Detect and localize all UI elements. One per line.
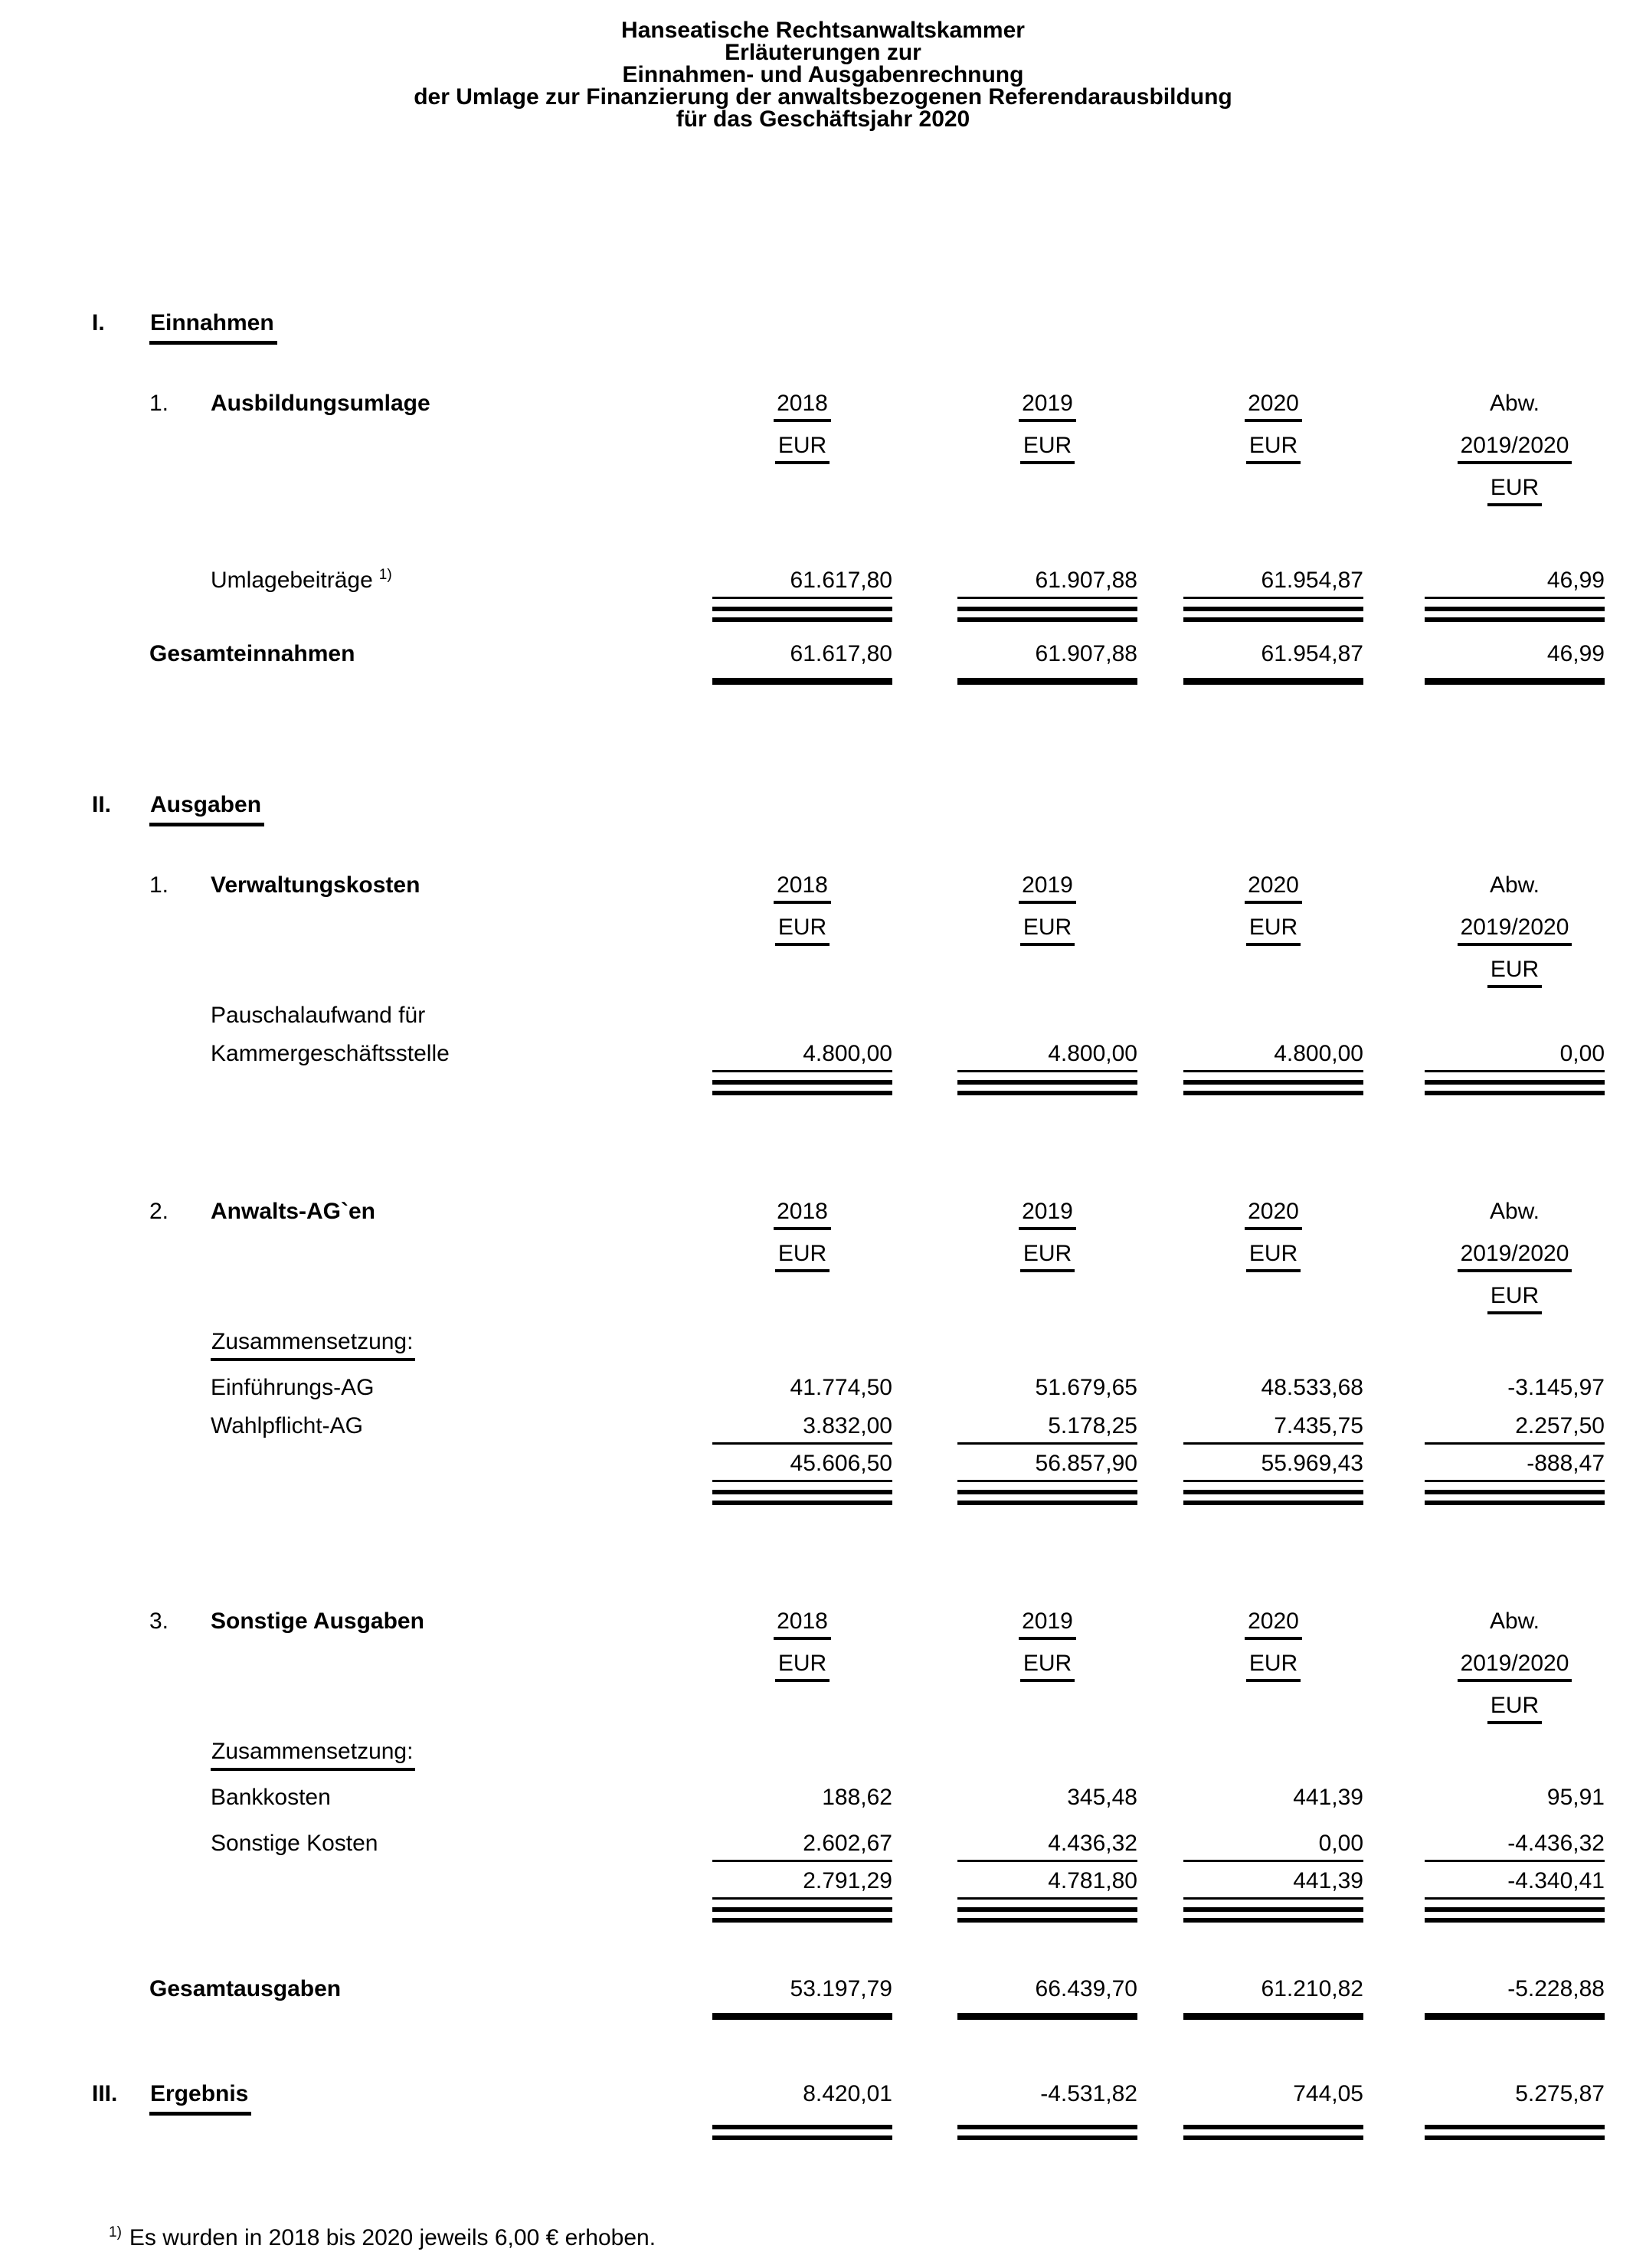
col-header-2020: 2020 [1245,391,1302,422]
row-kammergeschaeftsstelle [92,1041,1605,1072]
row-sonstige-kosten [92,1831,1605,1862]
col-header-2019: 2019 [1019,391,1076,422]
value-2020: 55.969,43 [1183,1451,1363,1482]
roman-numeral-ii: II. [92,792,112,817]
value-2019: 345,48 [1067,1785,1137,1810]
section-ergebnis [92,2081,1605,2116]
value-abw: 46,99 [1425,568,1605,599]
col-header-2018: 2018 [774,872,831,904]
heading-ergebnis: Ergebnis [149,2081,251,2116]
double-rule [92,607,1605,622]
label-einfuehrungs-ag: Einführungs-AG [211,1375,375,1400]
item-number: 2. [149,1199,169,1224]
col-header-2020: 2020 [1245,872,1302,904]
col-header-eur: EUR [1487,1693,1542,1724]
heading-einnahmen: Einnahmen [149,310,277,345]
col-header-2019: 2019 [1019,872,1076,904]
anwalts-ag-header [92,1199,1605,1325]
col-header-eur: EUR [1020,915,1075,946]
item-number: 1. [149,872,169,898]
value-2019: 61.907,88 [957,568,1137,599]
double-rule [92,1490,1605,1505]
col-header-2018: 2018 [774,391,831,422]
single-rule [92,678,1605,685]
col-header-eur: EUR [1487,1283,1542,1314]
col-header-abw: Abw. [1489,391,1540,416]
item-title-sonstige-ausgaben: Sonstige Ausgaben [211,1609,424,1634]
value-2018: 188,62 [822,1785,892,1810]
value-2019: 4.800,00 [957,1041,1137,1072]
col-header-2019: 2019 [1019,1609,1076,1640]
value-2019: 51.679,65 [1035,1375,1137,1400]
col-header-2020: 2020 [1245,1609,1302,1640]
value-2019: 5.178,25 [957,1413,1137,1445]
row-gesamteinnahmen [92,641,1605,667]
label-zusammensetzung: Zusammensetzung: [211,1739,415,1771]
title-line-4: der Umlage zur Finanzierung der anwaltsbezogenen Referendarausbildung [414,84,1232,110]
value-abw: 5.275,87 [1515,2081,1605,2106]
label-zusammensetzung: Zusammensetzung: [211,1329,415,1361]
footnote-text: Es wurden in 2018 bis 2020 jeweils 6,00 € erhoben. [129,2225,656,2250]
value-2019: 4.781,80 [957,1868,1137,1900]
value-2020: 61.954,87 [1261,641,1363,666]
verwaltungskosten-header [92,872,1605,999]
col-header-eur: EUR [1487,957,1542,988]
section-ausgaben-heading [92,792,1605,826]
row-label [149,567,712,594]
double-rule [92,1080,1605,1095]
value-abw: -3.145,97 [1507,1375,1605,1400]
value-2019: -4.531,82 [1040,2081,1137,2106]
row-anwalts-subtotal [92,1451,1605,1482]
col-header-eur: EUR [1487,475,1542,506]
value-2018: 2.602,67 [712,1831,892,1862]
title-line-5: für das Geschäftsjahr 2020 [676,106,970,132]
label-sonstige-kosten: Sonstige Kosten [211,1831,378,1856]
col-header-abw: Abw. [1489,872,1540,898]
item-title-ausbildungsumlage: Ausbildungsumlage [211,391,430,416]
col-header-eur: EUR [1246,915,1301,946]
col-header-eur: EUR [1020,1651,1075,1682]
label-umlagebeitraege: Umlagebeiträge [211,568,373,593]
col-header-eur: EUR [1246,433,1301,464]
value-abw: -4.340,41 [1425,1868,1605,1900]
col-header-eur: EUR [775,1241,830,1272]
item-number: 3. [149,1609,169,1634]
footnote [92,2224,1605,2251]
row-einfuehrungs-ag [92,1375,1605,1401]
value-abw: 2.257,50 [1425,1413,1605,1445]
col-header-2020: 2020 [1245,1199,1302,1230]
value-2019: 61.907,88 [1035,641,1137,666]
value-2019: 4.436,32 [957,1831,1137,1862]
label-pauschalaufwand: Pauschalaufwand für [211,1003,426,1028]
value-2019: 66.439,70 [1035,1976,1137,2001]
col-header-eur: EUR [1246,1651,1301,1682]
heading-ausgaben: Ausgaben [149,792,264,826]
value-abw: -4.436,32 [1425,1831,1605,1862]
value-2020: 744,05 [1293,2081,1363,2106]
title-line-2: Erläuterungen zur [725,40,921,65]
value-2018: 61.617,80 [790,641,892,666]
value-2018: 61.617,80 [712,568,892,599]
roman-numeral-iii: III. [92,2081,118,2106]
value-2018: 41.774,50 [790,1375,892,1400]
sonstige-subheading-row [92,1739,1605,1771]
label-gesamteinnahmen: Gesamteinnahmen [149,641,355,666]
value-abw: 46,99 [1546,641,1605,666]
row-gesamtausgaben [92,1976,1605,2002]
value-2020: 0,00 [1183,1831,1363,1862]
col-header-eur: EUR [1246,1241,1301,1272]
value-2020: 441,39 [1183,1868,1363,1900]
value-2018: 2.791,29 [712,1868,892,1900]
value-2018: 3.832,00 [712,1413,892,1445]
item-title-verwaltungskosten: Verwaltungskosten [211,872,420,898]
value-2018: 45.606,50 [712,1451,892,1482]
section-einnahmen-heading [92,310,1605,345]
col-header-eur: EUR [775,433,830,464]
col-header-abw: Abw. [1489,1609,1540,1634]
label-kammergeschaeftsstelle: Kammergeschäftsstelle [211,1041,450,1066]
doc-title [0,19,1646,130]
value-abw: -5.228,88 [1507,1976,1605,2001]
footnote-ref-marker: 1) [378,567,392,583]
value-abw: -888,47 [1425,1451,1605,1482]
value-2019: 56.857,90 [957,1451,1137,1482]
col-header-abw-period: 2019/2020 [1458,1651,1572,1682]
col-header-abw: Abw. [1489,1199,1540,1224]
value-2020: 7.435,75 [1183,1413,1363,1445]
row-bankkosten [92,1785,1605,1811]
row-umlagebeitraege [92,567,1605,599]
col-header-eur: EUR [1020,433,1075,464]
label-wahlpflicht-ag: Wahlpflicht-AG [211,1413,363,1438]
value-2020: 441,39 [1293,1785,1363,1810]
col-header-eur: EUR [775,915,830,946]
anwalts-subheading-row [92,1329,1605,1361]
double-rule [92,1907,1605,1923]
col-header-abw-period: 2019/2020 [1458,433,1572,464]
label-gesamtausgaben: Gesamtausgaben [149,1976,342,2001]
title-line-1: Hanseatische Rechtsanwaltskammer [621,18,1025,43]
single-rule [92,2013,1605,2020]
value-2020: 61.954,87 [1183,568,1363,599]
col-header-2018: 2018 [774,1199,831,1230]
roman-numeral-i: I. [92,310,105,335]
item-number: 1. [149,391,169,416]
row-wahlpflicht-ag [92,1413,1605,1445]
value-2018: 4.800,00 [712,1041,892,1072]
row-sonstige-subtotal [92,1868,1605,1900]
value-abw: 95,91 [1546,1785,1605,1810]
item-title-anwalts-ag: Anwalts-AG`en [211,1199,376,1224]
value-2020: 48.533,68 [1261,1375,1363,1400]
value-2020: 61.210,82 [1261,1976,1363,2001]
col-header-eur: EUR [1020,1241,1075,1272]
col-header-eur: EUR [775,1651,830,1682]
value-abw: 0,00 [1425,1041,1605,1072]
sonstige-ausgaben-header [92,1609,1605,1735]
col-header-2018: 2018 [774,1609,831,1640]
label-bankkosten: Bankkosten [211,1785,331,1810]
value-2020: 4.800,00 [1183,1041,1363,1072]
col-header-abw-period: 2019/2020 [1458,1241,1572,1272]
col-header-2019: 2019 [1019,1199,1076,1230]
einnahmen-item-header [92,391,1605,517]
row-pauschalaufwand-line1 [92,1003,1605,1029]
value-2018: 53.197,79 [790,1976,892,2001]
col-header-abw-period: 2019/2020 [1458,915,1572,946]
footnote-ref: 1) [109,2224,122,2240]
value-2018: 8.420,01 [803,2081,892,2106]
double-rule [92,2125,1605,2140]
title-line-3: Einnahmen- und Ausgabenrechnung [622,62,1024,87]
